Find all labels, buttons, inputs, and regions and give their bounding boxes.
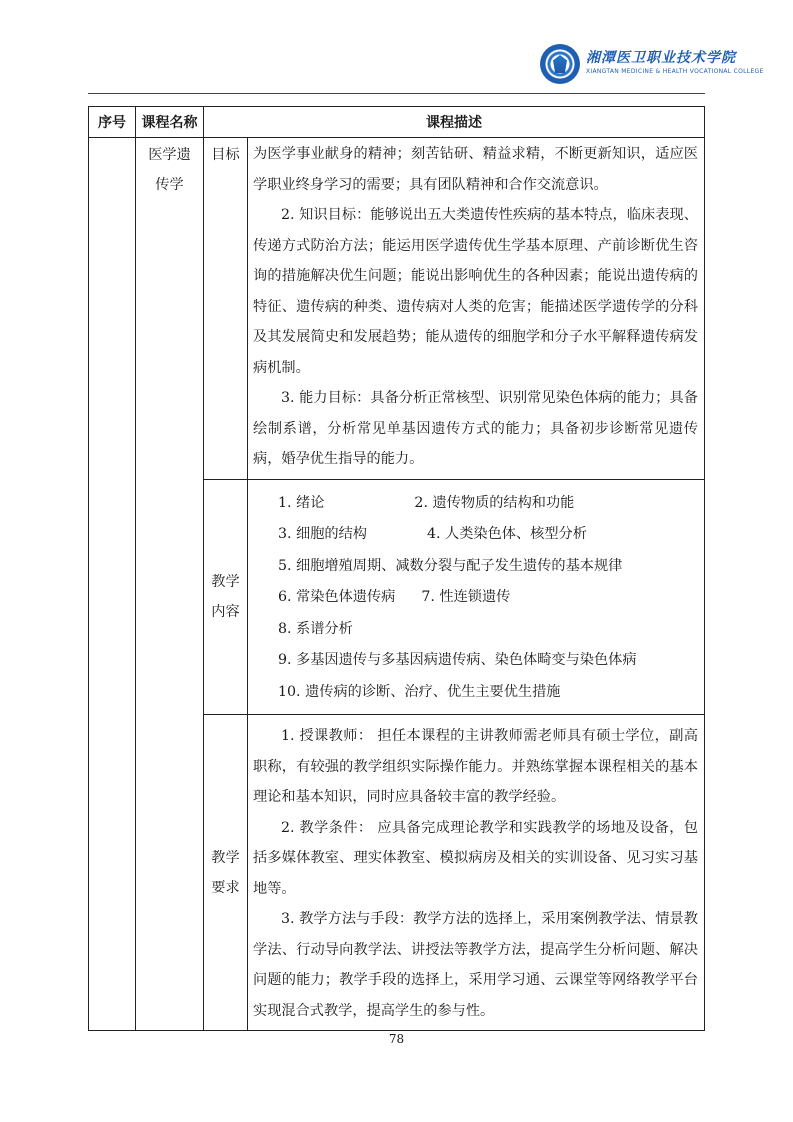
college-emblem-icon bbox=[540, 44, 580, 84]
table-header-row bbox=[89, 107, 705, 138]
header-no: 序号 bbox=[89, 107, 136, 138]
requirements-para-2: 2. 教学条件： 应具备完成理论教学和实践教学的场地及设备，包括多媒体教室、理实体教室、模拟病房及相关的实训设备、见习实习基地等。 bbox=[253, 819, 698, 897]
header-rule bbox=[88, 93, 705, 94]
college-name-en: XIANGTAN MEDICINE & HEALTH VOCATIONAL COLLEGE bbox=[586, 68, 764, 75]
requirements-label: 教学 要求 bbox=[204, 715, 248, 1031]
page-number: 78 bbox=[388, 1032, 405, 1046]
list-item: 10. 遗传病的诊断、治疗、优生主要优生措施 bbox=[278, 683, 561, 700]
goal-row bbox=[89, 138, 705, 480]
content-label: 教学 内容 bbox=[204, 479, 248, 715]
course-name-cell bbox=[136, 138, 204, 1031]
list-item: 6. 常染色体遗传病 7. 性连锁遗传 bbox=[278, 589, 511, 605]
list-item: 5. 细胞增殖周期、减数分裂与配子发生遗传的基本规律 bbox=[278, 557, 623, 574]
college-logo bbox=[540, 44, 764, 84]
content-list bbox=[248, 479, 705, 715]
college-name-cn: 湘潭医卫职业技术学院 bbox=[586, 50, 736, 66]
goal-para-3: 3. 能力目标：具备分析正常核型、识别常见染色体病的能力；具备绘制系谱，分析常见单基因遗传方式的能力；具备初步诊断常见遗传病，婚孕优生指导的能力。 bbox=[253, 390, 698, 467]
list-item: 3. 细胞的结构 4. 人类染色体、核型分析 bbox=[278, 526, 587, 542]
requirements-description bbox=[248, 715, 705, 1031]
list-item: 1. 绪论 2. 遗传物质的结构和功能 bbox=[278, 494, 575, 511]
goal-para-1: 为医学事业献身的精神；刻苦钻研、精益求精，不断更新知识，适应医学职业终身学习的需要；具有团队精神和合作交流意识。 bbox=[253, 146, 698, 193]
list-item: 9. 多基因遗传与多基因病遗传病、染色体畸变与染色体病 bbox=[278, 652, 637, 668]
requirements-para-3: 3. 教学方法与手段：教学方法的选择上，采用案例教学法、情景教学法、行动导向教学法、讲授法等教学方法，提高学生分析问题、解决问题的能力；教学手段的选择上，采用学习通、云课堂等网络教学平台实现混合式教学，提高学生的参与性。 bbox=[253, 911, 698, 1019]
list-item: 8. 系谱分析 bbox=[278, 620, 353, 637]
goal-label: 目标 bbox=[204, 138, 248, 480]
course-name: 医学遗传学 bbox=[148, 147, 191, 193]
course-table bbox=[88, 106, 705, 1031]
requirements-para-1: 1. 授课教师： 担任本课程的主讲教师需老师具有硕士学位，副高职称，有较强的教学组织实际操作能力。并熟练掌握本课程相关的基本理论和基本知识，同时应具备较丰富的教学经验。 bbox=[253, 728, 698, 805]
goal-description bbox=[248, 138, 705, 480]
goal-para-2: 2. 知识目标：能够说出五大类遗传性疾病的基本特点，临床表现、传递方式防治方法；能运用医学遗传优生学基本原理、产前诊断优生咨询的措施解决优生问题；能说出影响优生的各种因素；能说出遗传病的特征、遗传病的种类、遗传病对人类的危害；能描述医学遗传学的分科及其发展简史和发展趋势；能从遗传的细胞学和分子水平解释遗传病发病机制。 bbox=[253, 207, 698, 376]
no-cell bbox=[89, 138, 136, 1031]
header-course-name: 课程名称 bbox=[136, 107, 204, 138]
header-course-description: 课程描述 bbox=[204, 107, 705, 138]
